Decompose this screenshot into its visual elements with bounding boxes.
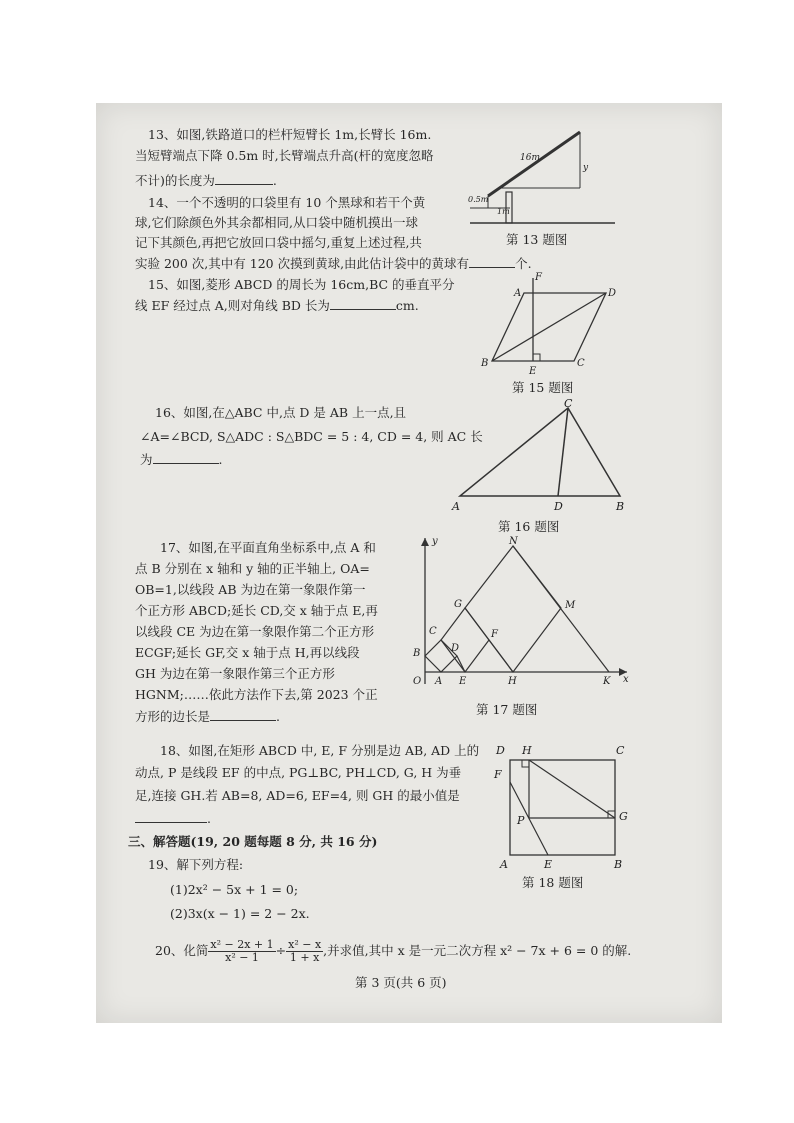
q13-figure xyxy=(470,128,620,228)
q18-label-E: E xyxy=(544,858,553,871)
q17-label-G: G xyxy=(454,599,462,610)
q15-answer-blank[interactable] xyxy=(330,295,396,310)
q17-line5: 以线段 CE 为边在第一象限作第二个正方形 xyxy=(135,624,375,639)
q18-label-B: B xyxy=(614,858,623,871)
q18-label-G: G xyxy=(619,810,628,823)
q17-label-A: A xyxy=(435,676,443,687)
q13-label-16m: 16m xyxy=(520,153,540,163)
q17-caption: 第 17 题图 xyxy=(476,702,538,717)
q17-label-E: E xyxy=(459,676,467,687)
q20-fraction-2: $\frac{\text{x² − x}}{1 + x}$ xyxy=(288,938,322,964)
q15-label-D: D xyxy=(608,288,617,299)
q14-answer-blank[interactable] xyxy=(469,253,515,268)
q13-caption: 第 13 题图 xyxy=(506,232,568,247)
q17-line7: GH 为边在第一象限作第三个正方形 xyxy=(135,666,335,681)
q16-caption: 第 16 题图 xyxy=(498,519,560,534)
q17-label-D: D xyxy=(451,643,460,654)
q15-line2: 线 EF 经过点 A,则对角线 BD 长为 cm. xyxy=(135,295,419,316)
q17-label-N: N xyxy=(509,536,518,547)
q14-line2: 球,它们除颜色外其余都相同,从口袋中随机摸出一球 xyxy=(135,215,418,230)
q13-line2: 当短臂端点下降 0.5m 时,长臂端点升高(杆的宽度忽略 xyxy=(135,148,434,163)
q18-line1: 18、如图,在矩形 ABCD 中, E, F 分别是边 AB, AD 上的 xyxy=(160,743,480,758)
q13-line1: 13、如图,铁路道口的栏杆短臂长 1m,长臂长 16m. xyxy=(148,127,432,142)
section-3-heading: 三、解答题(19, 20 题每题 8 分, 共 16 分) xyxy=(128,834,378,849)
q16-line3: 为 . xyxy=(140,449,223,470)
q18-line4: . xyxy=(135,808,211,829)
q15-label-C: C xyxy=(577,358,585,369)
q18-label-C: C xyxy=(616,744,625,757)
q18-label-H: H xyxy=(522,744,532,757)
q17-label-K: K xyxy=(603,676,611,687)
q17-figure xyxy=(405,534,635,694)
q18-caption: 第 18 题图 xyxy=(522,875,584,890)
q13-label-y: y xyxy=(583,163,589,173)
q19-title: 19、解下列方程: xyxy=(148,857,244,872)
q17-label-B: B xyxy=(413,648,421,659)
q16-label-B: B xyxy=(616,500,625,513)
page-footer: 第 3 页(共 6 页) xyxy=(355,975,447,990)
q15-label-A: A xyxy=(514,288,522,299)
q17-line4: 个正方形 ABCD;延长 CD,交 x 轴于点 E,再 xyxy=(135,603,378,618)
q16-label-A: A xyxy=(452,500,460,513)
q13-label-0.5m: 0.5m xyxy=(468,195,489,204)
q14-line4: 实验 200 次,其中有 120 次摸到黄球,由此估计袋中的黄球有 个. xyxy=(135,253,532,274)
q17-answer-blank[interactable] xyxy=(210,706,276,721)
q14-line1: 14、一个不透明的口袋里有 10 个黑球和若干个黄 xyxy=(148,195,426,210)
q16-line2: ∠A=∠BCD, S△ADC : S△BDC = 5 : 4, CD = 4, 则 AC 长 xyxy=(140,429,483,444)
q16-answer-blank[interactable] xyxy=(153,449,219,464)
q17-label-H: H xyxy=(508,676,517,687)
q13-answer-blank[interactable] xyxy=(215,170,273,185)
q16-line1: 16、如图,在△ABC 中,点 D 是 AB 上一点,且 xyxy=(155,405,407,420)
q20-line: 20、化简 $\frac{\text{x² − 2x + 1}}{\text{x² − 1}}$ ÷ $\frac{\text{x² − x}}{1 + x}$ ,并求值,其中 x 是一元二次方程 x² − 7x + 6 = 0 的解. xyxy=(155,938,632,964)
q15-caption: 第 15 题图 xyxy=(512,380,574,395)
q19-equation-1: (1)2x² − 5x + 1 = 0; xyxy=(170,882,299,897)
q17-label-y: y xyxy=(432,536,438,547)
q17-label-C: C xyxy=(429,626,437,637)
q17-label-O: O xyxy=(413,676,422,687)
q19-equation-2: (2)3x(x − 1) = 2 − 2x. xyxy=(170,906,310,921)
q15-label-B: B xyxy=(481,358,489,369)
q15-label-F: F xyxy=(535,272,542,283)
q17-label-x: x xyxy=(623,674,629,685)
q18-answer-blank[interactable] xyxy=(135,808,207,823)
q17-line3: OB=1,以线段 AB 为边在第一象限作第一 xyxy=(135,582,366,597)
q16-label-C: C xyxy=(564,397,573,410)
q17-line6: ECGF;延长 GF,交 x 轴于点 H,再以线段 xyxy=(135,645,360,660)
q15-line1: 15、如图,菱形 ABCD 的周长为 16cm,BC 的垂直平分 xyxy=(148,277,455,292)
q17-label-M: M xyxy=(565,600,576,611)
q13-line3: 不计)的长度为 . xyxy=(135,170,277,191)
q18-line3: 足,连接 GH.若 AB=8, AD=6, EF=4, 则 GH 的最小值是 xyxy=(135,788,460,803)
q13-label-1m: 1m xyxy=(497,207,510,216)
q17-label-F: F xyxy=(491,629,498,640)
q18-figure xyxy=(492,740,637,870)
q18-label-F: F xyxy=(494,768,502,781)
q20-fraction-1: $\frac{\text{x² − 2x + 1}}{\text{x² − 1}}$ xyxy=(210,938,274,964)
q18-label-A: A xyxy=(500,858,508,871)
q18-label-P: P xyxy=(517,814,525,827)
q15-figure xyxy=(478,268,623,378)
q18-line2: 动点, P 是线段 EF 的中点, PG⊥BC, PH⊥CD, G, H 为垂 xyxy=(135,765,462,780)
q17-line8: HGNM;……依此方法作下去,第 2023 个正 xyxy=(135,687,378,702)
q17-line2: 点 B 分别在 x 轴和 y 轴的正半轴上, OA= xyxy=(135,561,370,576)
q16-figure xyxy=(448,396,633,516)
q15-label-E: E xyxy=(529,366,537,377)
q18-label-D: D xyxy=(496,744,505,757)
q17-line9: 方形的边长是 . xyxy=(135,706,280,727)
q17-line1: 17、如图,在平面直角坐标系中,点 A 和 xyxy=(160,540,376,555)
q16-label-D: D xyxy=(554,500,563,513)
q14-line3: 记下其颜色,再把它放回口袋中摇匀,重复上述过程,共 xyxy=(135,235,422,250)
